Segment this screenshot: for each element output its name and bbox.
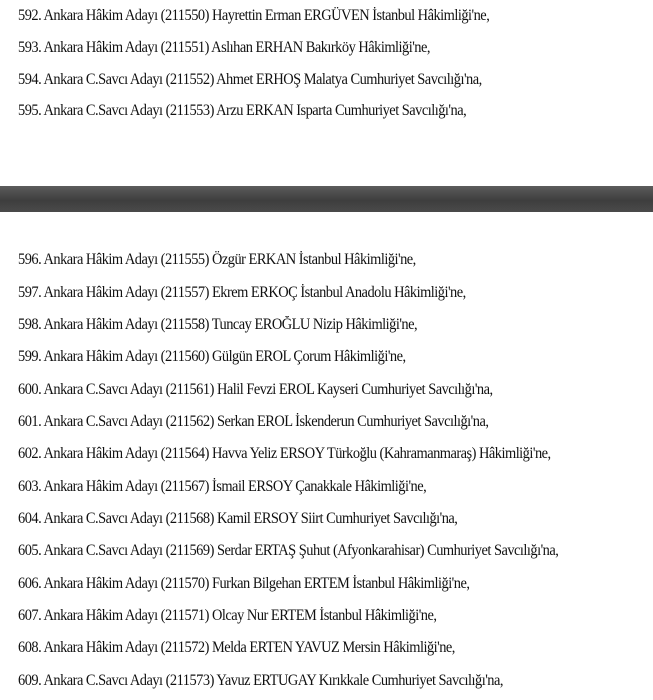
entry-595: 595. Ankara C.Savcı Adayı (211553) Arzu ERKAN Isparta Cumhuriyet Savcılığı'na, [18,102,467,119]
entry-607: 607. Ankara Hâkim Adayı (211571) Olcay Nur ERTEM İstanbul Hâkimliği'ne, [18,607,437,624]
entry-594: 594. Ankara C.Savcı Adayı (211552) Ahmet ERHOŞ Malatya Cumhuriyet Savcılığı'na, [18,71,482,88]
entry-592: 592. Ankara Hâkim Adayı (211550) Hayrettin Erman ERGÜVEN İstanbul Hâkimliği'ne, [18,7,490,24]
entry-604: 604. Ankara C.Savcı Adayı (211568) Kamil ERSOY Siirt Cumhuriyet Savcılığı'na, [18,510,458,527]
entry-601: 601. Ankara C.Savcı Adayı (211562) Serkan EROL İskenderun Cumhuriyet Savcılığı'na, [18,413,489,430]
document-page-top [0,0,653,186]
entry-600: 600. Ankara C.Savcı Adayı (211561) Halil Fevzi EROL Kayseri Cumhuriyet Savcılığı'na, [18,381,493,398]
entry-597: 597. Ankara Hâkim Adayı (211557) Ekrem ERKOÇ İstanbul Anadolu Hâkimliği'ne, [18,284,466,301]
page-separator [0,186,653,212]
entry-596: 596. Ankara Hâkim Adayı (211555) Özgür ERKAN İstanbul Hâkimliği'ne, [18,251,416,268]
entry-605: 605. Ankara C.Savcı Adayı (211569) Serdar ERTAŞ Şuhut (Afyonkarahisar) Cumhuriyet Savcılığı'na, [18,542,559,559]
entry-606: 606. Ankara Hâkim Adayı (211570) Furkan Bilgehan ERTEM İstanbul Hâkimliği'ne, [18,575,470,592]
entry-593: 593. Ankara Hâkim Adayı (211551) Aslıhan ERHAN Bakırköy Hâkimliği'ne, [18,39,430,56]
entry-599: 599. Ankara Hâkim Adayı (211560) Gülgün EROL Çorum Hâkimliği'ne, [18,348,406,365]
entry-602: 602. Ankara Hâkim Adayı (211564) Havva Yeliz ERSOY Türkoğlu (Kahramanmaraş) Hâkimliği'ne, [18,445,551,462]
entry-608: 608. Ankara Hâkim Adayı (211572) Melda ERTEN YAVUZ Mersin Hâkimliği'ne, [18,639,455,656]
entry-598: 598. Ankara Hâkim Adayı (211558) Tuncay EROĞLU Nizip Hâkimliği'ne, [18,316,418,333]
entry-609: 609. Ankara C.Savcı Adayı (211573) Yavuz ERTUGAY Kırıkkale Cumhuriyet Savcılığı'na, [18,672,503,689]
entry-603: 603. Ankara Hâkim Adayı (211567) İsmail ERSOY Çanakkale Hâkimliği'ne, [18,478,427,495]
